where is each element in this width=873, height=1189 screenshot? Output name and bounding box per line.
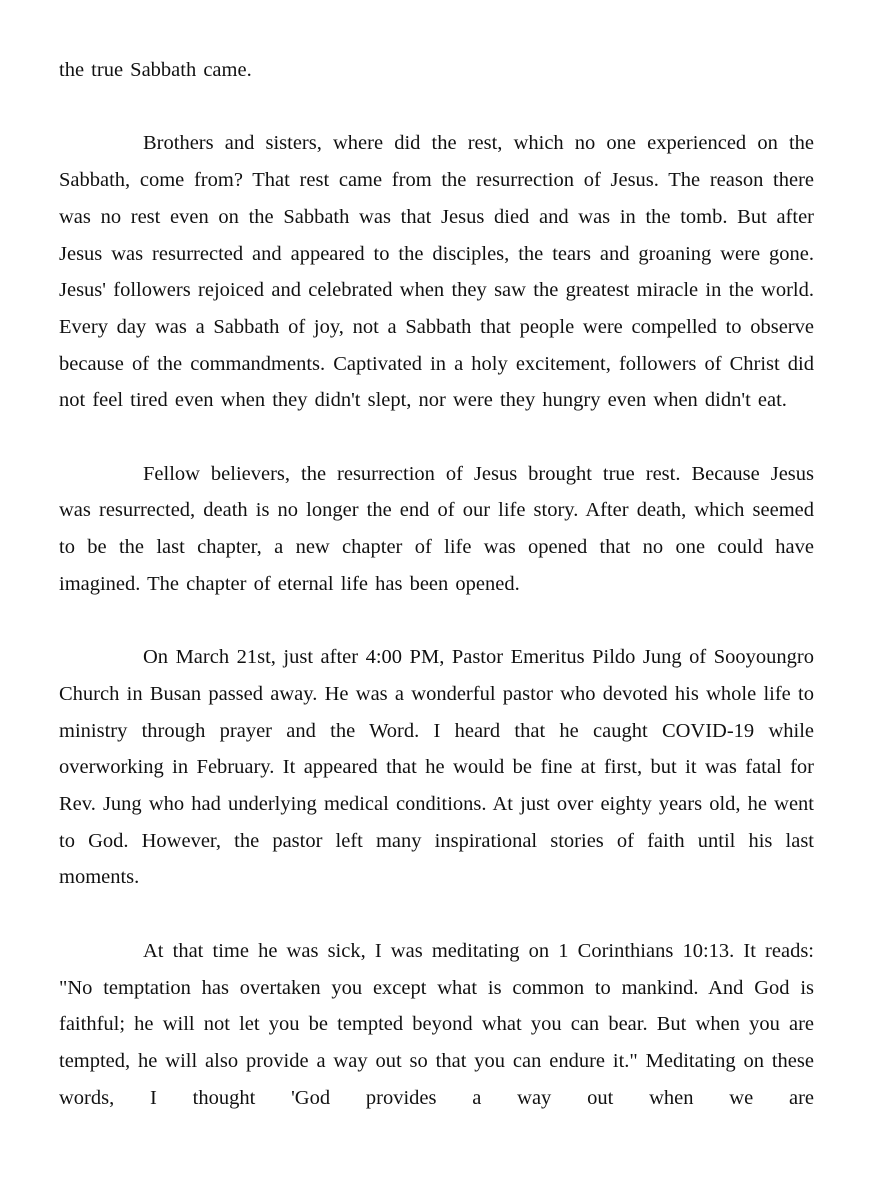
- paragraph-corinthians: At that time he was sick, I was meditating on 1 Corinthians 10:13. It reads: "No temptation has overtaken you except what is common to mankind. And God is faithful; he will not let you be tempted beyond what you can bear. But when you are tempted, he will also provide a way out so that you can endure it." Meditating on these words, I thought 'God provides a way out when we are: [59, 939, 814, 1109]
- document-page: [59, 52, 814, 1116]
- paragraph-sabbath-rest: Brothers and sisters, where did the rest, which no one experienced on the Sabbath, come from? That rest came from the resurrection of Jesus. The reason there was no rest even on the Sabbath was that Jesus died and was in the tomb. But after Jesus was resurrected and appeared to the disciples, the tears and groaning were gone. Jesus' followers rejoiced and celebrated when they saw the greatest miracle in the world. Every day was a Sabbath of joy, not a Sabbath that people were compelled to observe because of the commandments. Captivated in a holy excitement, followers of Christ did not feel tired even when they didn't slept, nor were they hungry even when didn't eat.: [59, 132, 814, 412]
- paragraph-pastor-jung: On March 21st, just after 4:00 PM, Pastor Emeritus Pildo Jung of Sooyoungro Church in Busan passed away. He was a wonderful pastor who devoted his whole life to ministry through prayer and the Word. I heard that he caught COVID-19 while overworking in February. It appeared that he would be fine at first, but it was fatal for Rev. Jung who had underlying medical conditions. At just over eighty years old, he went to God. However, the pastor left many inspirational stories of faith until his last moments.: [59, 646, 814, 889]
- paragraph-continuation: the true Sabbath came.: [59, 59, 252, 81]
- paragraph-true-rest: Fellow believers, the resurrection of Jesus brought true rest. Because Jesus was resurrected, death is no longer the end of our life story. After death, which seemed to be the last chapter, a new chapter of life was opened that no one could have imagined. The chapter of eternal life has been opened.: [59, 462, 814, 595]
